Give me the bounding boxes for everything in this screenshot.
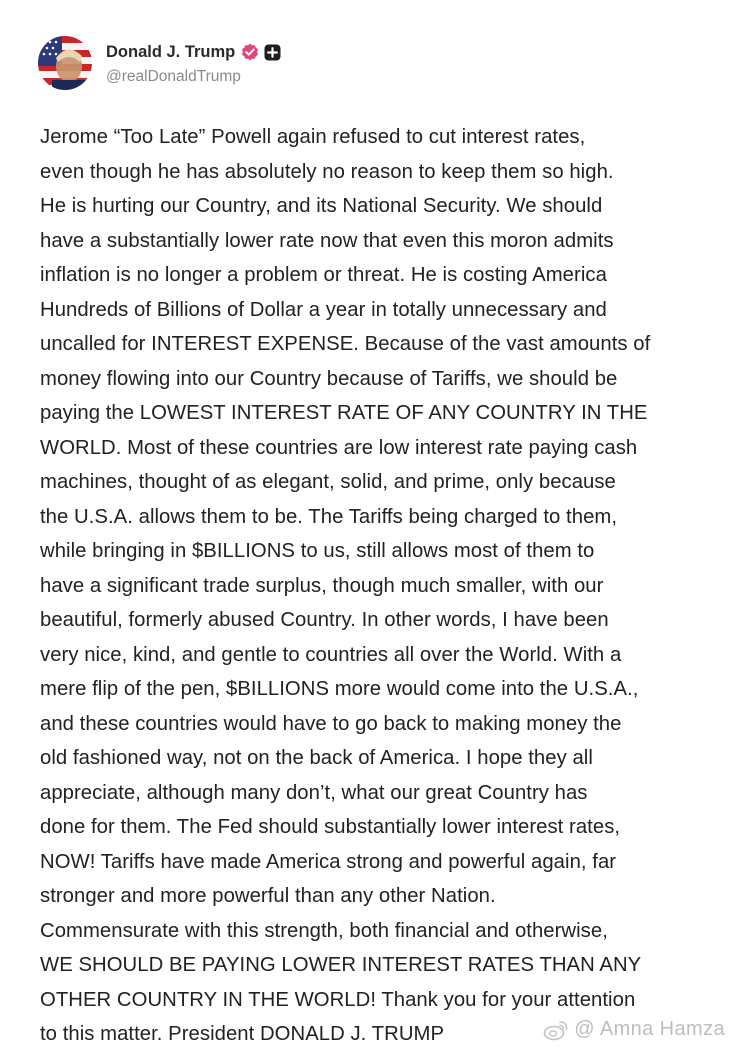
post-line: have a significant trade surplus, though much smaller, with our: [40, 574, 604, 597]
author-handle[interactable]: @realDonaldTrump: [106, 68, 241, 85]
post-line: uncalled for INTEREST EXPENSE. Because of the vast amounts of: [40, 333, 651, 355]
name-row: [106, 40, 281, 64]
post-line: Commensurate with this strength, both financial and otherwise,: [40, 919, 608, 942]
watermark: [543, 1018, 725, 1041]
plus-icon[interactable]: [264, 44, 281, 61]
avatar[interactable]: [38, 36, 92, 90]
post-line: NOW! Tariffs have made America strong and powerful again, far: [40, 850, 617, 873]
post-body-text: [40, 120, 735, 1052]
post-line: Jerome “Too Late” Powell again refused to cut interest rates,: [40, 126, 586, 148]
post-line: to this matter. President DONALD J. TRUMP: [40, 1023, 445, 1045]
post-line: have a substantially lower rate now that even this moron admits: [40, 229, 614, 252]
post-line: and these countries would have to go back to making money the: [40, 712, 622, 735]
weibo-icon: [543, 1019, 569, 1041]
verified-badge-icon: [241, 43, 259, 61]
flag-portrait-avatar-icon: [38, 36, 92, 90]
post-line: WE SHOULD BE PAYING LOWER INTEREST RATES THAN ANY: [40, 954, 642, 976]
post-line: WORLD. Most of these countries are low interest rate paying cash: [40, 436, 638, 459]
post-line: even though he has absolutely no reason to keep them so high.: [40, 160, 614, 183]
post-line: done for them. The Fed should substantially lower interest rates,: [40, 816, 621, 838]
post-line: machines, thought of as elegant, solid, and prime, only because: [40, 471, 616, 493]
post-line: paying the LOWEST INTEREST RATE OF ANY COUNTRY IN THE: [40, 402, 648, 424]
post-line: beautiful, formerly abused Country. In other words, I have been: [40, 609, 609, 631]
author-identity: [106, 40, 281, 86]
post-line: OTHER COUNTRY IN THE WORLD! Thank you for your attention: [40, 988, 636, 1011]
post-line: money flowing into our Country because of Tariffs, we should be: [40, 367, 618, 390]
post-line: the U.S.A. allows them to be. The Tariffs being charged to them,: [40, 505, 618, 528]
post-line: Hundreds of Billions of Dollar a year in totally unnecessary and: [40, 298, 607, 321]
post-header: [38, 36, 281, 90]
post-line: mere flip of the pen, $BILLIONS more would come into the U.S.A.,: [40, 678, 639, 700]
post-line: inflation is no longer a problem or threat. He is costing America: [40, 264, 607, 286]
watermark-text: @ Amna Hamza: [574, 1018, 725, 1040]
post-line: while bringing in $BILLIONS to us, still allows most of them to: [40, 540, 595, 562]
post-line: very nice, kind, and gentle to countries all over the World. With a: [40, 643, 622, 666]
post-line: old fashioned way, not on the back of America. I hope they all: [40, 747, 593, 769]
author-name[interactable]: Donald J. Trump: [106, 42, 236, 61]
post-line: appreciate, although many don’t, what our great Country has: [40, 781, 588, 804]
post-line: He is hurting our Country, and its National Security. We should: [40, 195, 603, 217]
post-line: stronger and more powerful than any other Nation.: [40, 885, 496, 907]
